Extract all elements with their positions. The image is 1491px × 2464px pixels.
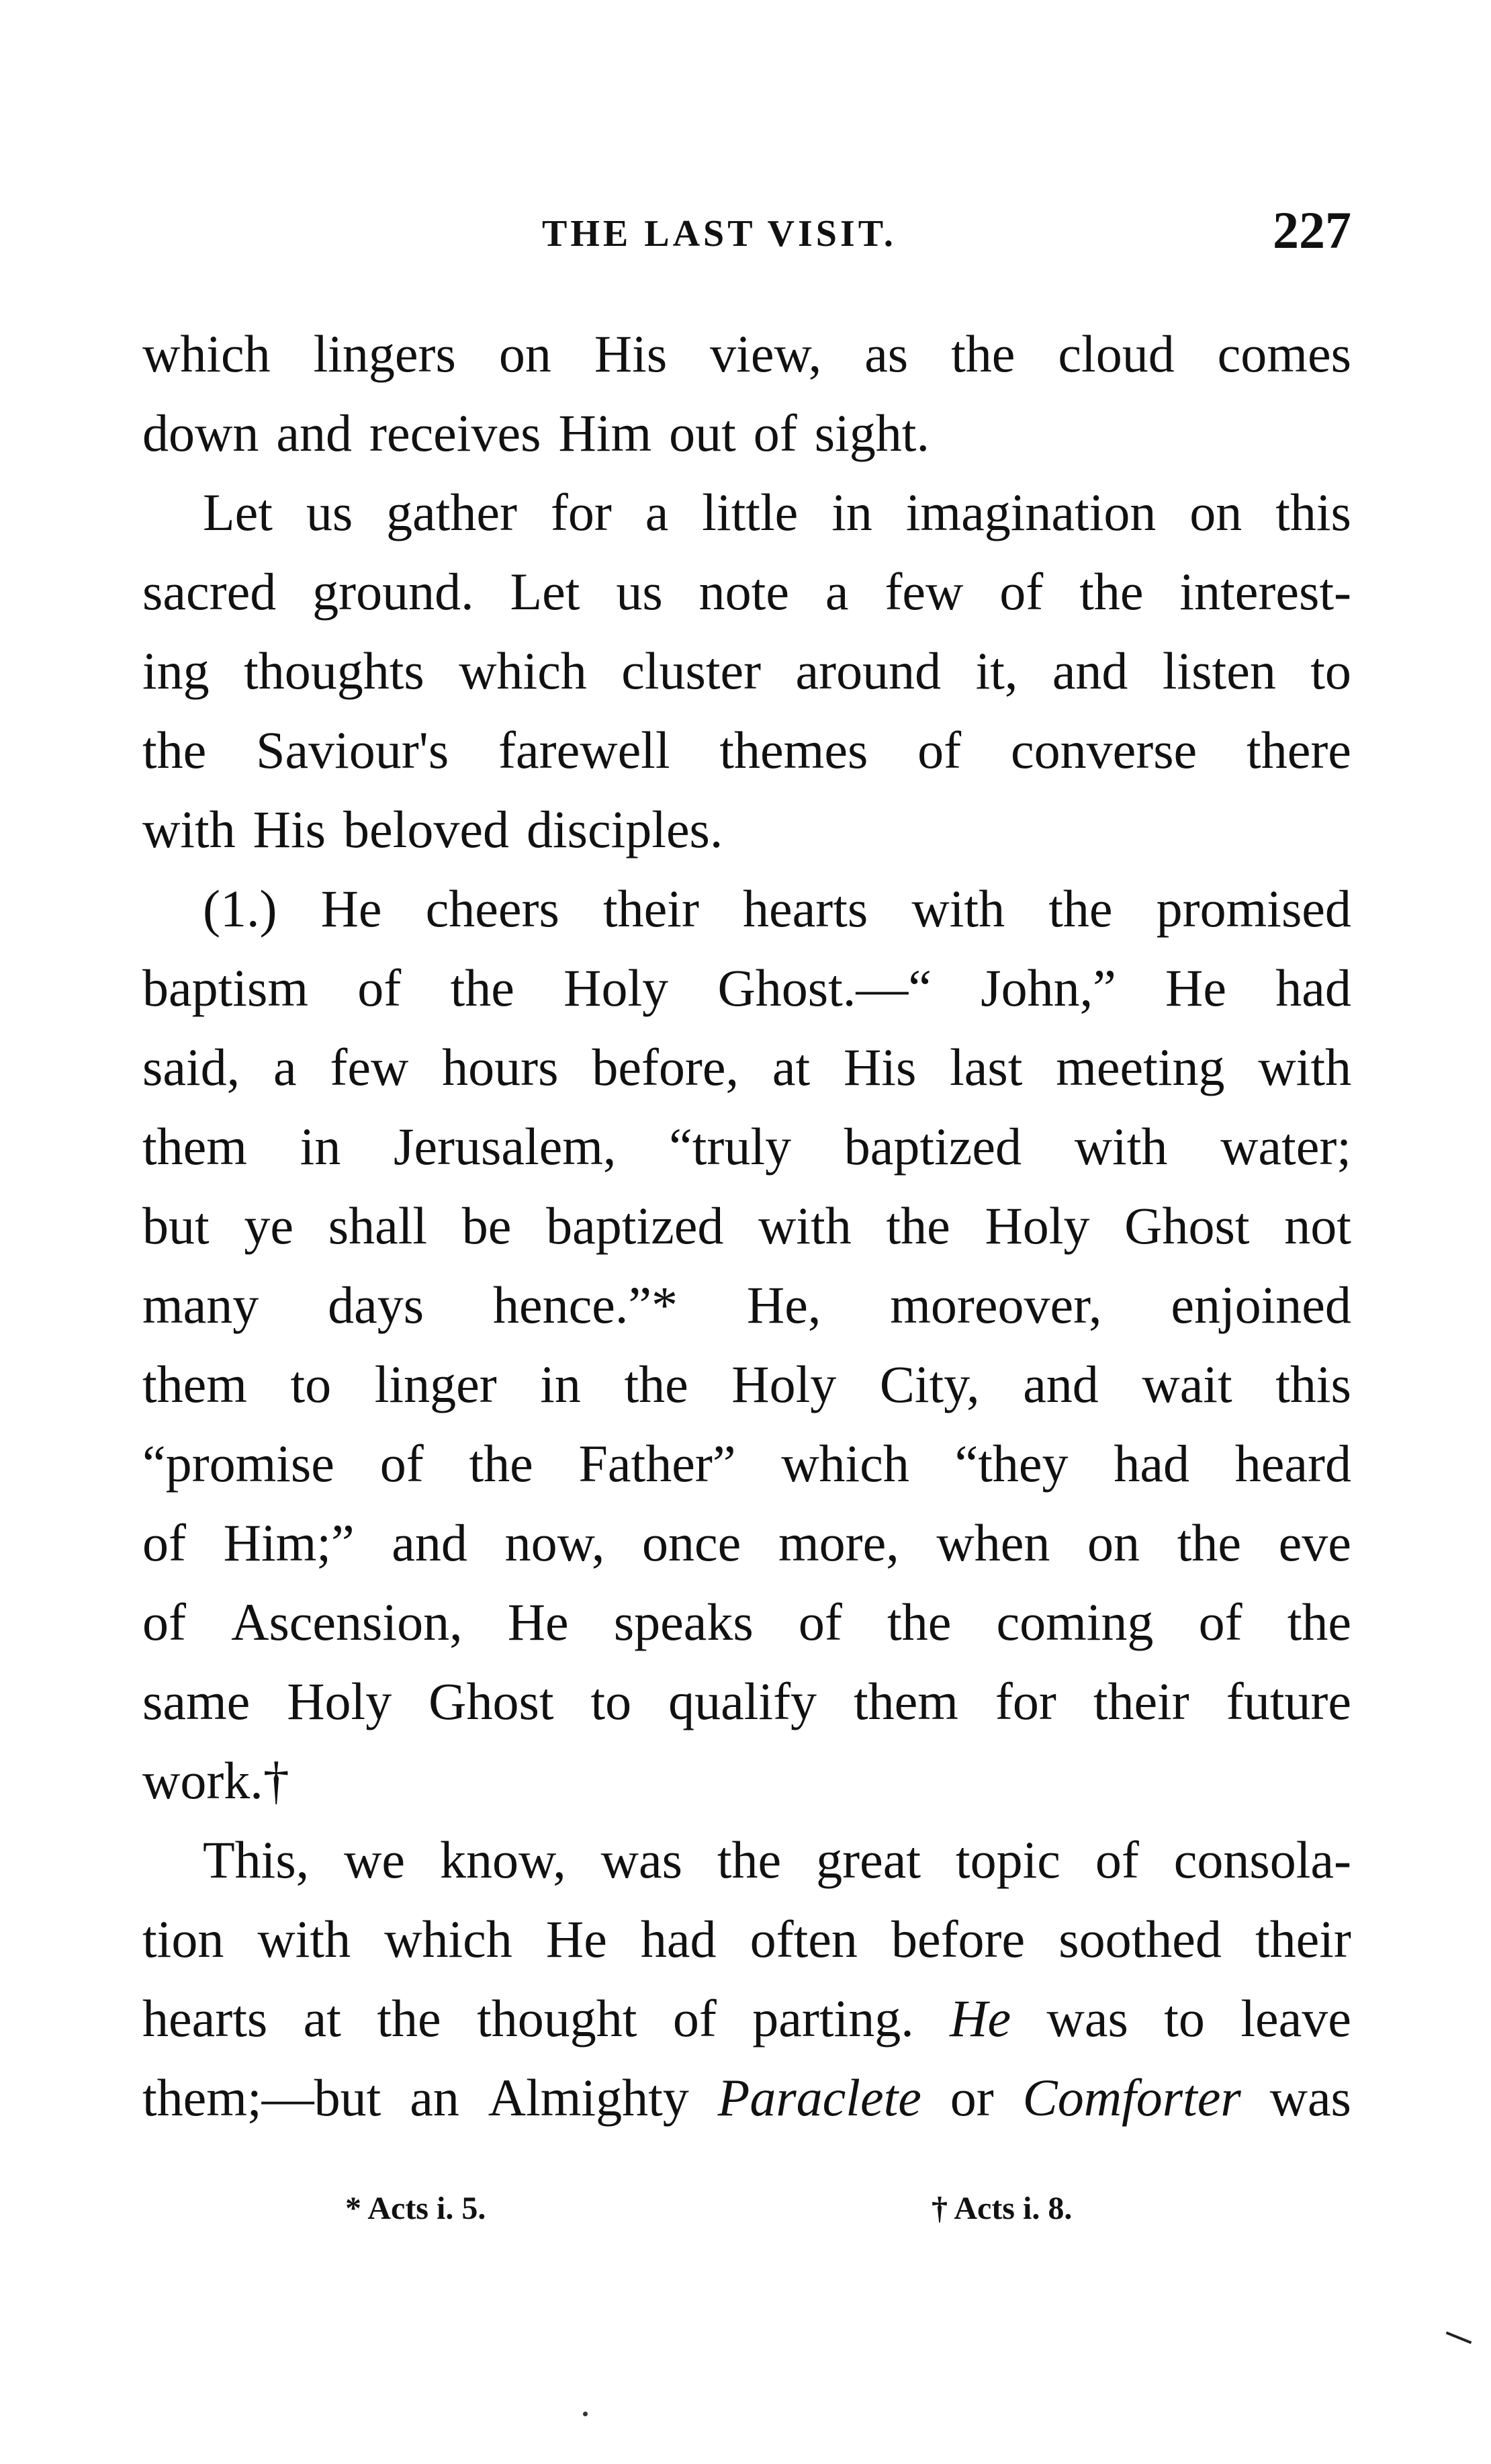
text-line: Let us gather for a little in imagination on this (203, 483, 1351, 541)
text-line: many days hence.”* He, moreover, enjoined (142, 1276, 1351, 1334)
text-line: said, a few hours before, at His last meeting with (142, 1038, 1351, 1096)
text-line: sacred ground. Let us note a few of the interest- (142, 562, 1351, 621)
text-line: “promise of the Father” which “they had heard (142, 1434, 1351, 1493)
text-line: This, we know, was the great topic of consola- (203, 1831, 1351, 1889)
text-line: of Ascension, He speaks of the coming of the (142, 1593, 1351, 1651)
text-line: them in Jerusalem, “truly baptized with water; (142, 1117, 1351, 1176)
text-line: them;—but an Almighty Paraclete or Comforter was (142, 2068, 1351, 2127)
page-number: 227 (1273, 201, 1351, 259)
text-line: ing thoughts which cluster around it, and listen to (142, 642, 1351, 700)
speck-mark (583, 2412, 588, 2416)
text-line: but ye shall be baptized with the Holy Ghost not (142, 1196, 1351, 1255)
footnotes (142, 2190, 1351, 2244)
text-line: (1.) He cheers their hearts with the promised (203, 879, 1351, 938)
text-line: same Holy Ghost to qualify them for their future (142, 1672, 1351, 1730)
running-title: THE LAST VISIT. (542, 213, 897, 255)
text-line: hearts at the thought of parting. He was to leave (142, 1989, 1351, 2048)
running-head (142, 200, 1351, 274)
body-text (142, 314, 1351, 2138)
text-line: which lingers on His view, as the cloud comes (142, 324, 1351, 383)
footnote-1: * Acts i. 5. (345, 2191, 486, 2226)
text-line: of Him;” and now, once more, when on the eve (142, 1513, 1351, 1572)
text-line: work.† (142, 1751, 289, 1810)
text-line: baptism of the Holy Ghost.—“ John,” He had (142, 959, 1351, 1017)
text-line: with His beloved disciples. (142, 800, 723, 859)
footnote-2: † Acts i. 8. (932, 2191, 1073, 2226)
text-line: down and receives Him out of sight. (142, 404, 930, 462)
text-line: them to linger in the Holy City, and wait this (142, 1355, 1351, 1413)
text-line: the Saviour's farewell themes of converse there (142, 721, 1351, 779)
margin-mark (1446, 2332, 1472, 2344)
text-line: tion with which He had often before soothed their (142, 1910, 1351, 1968)
